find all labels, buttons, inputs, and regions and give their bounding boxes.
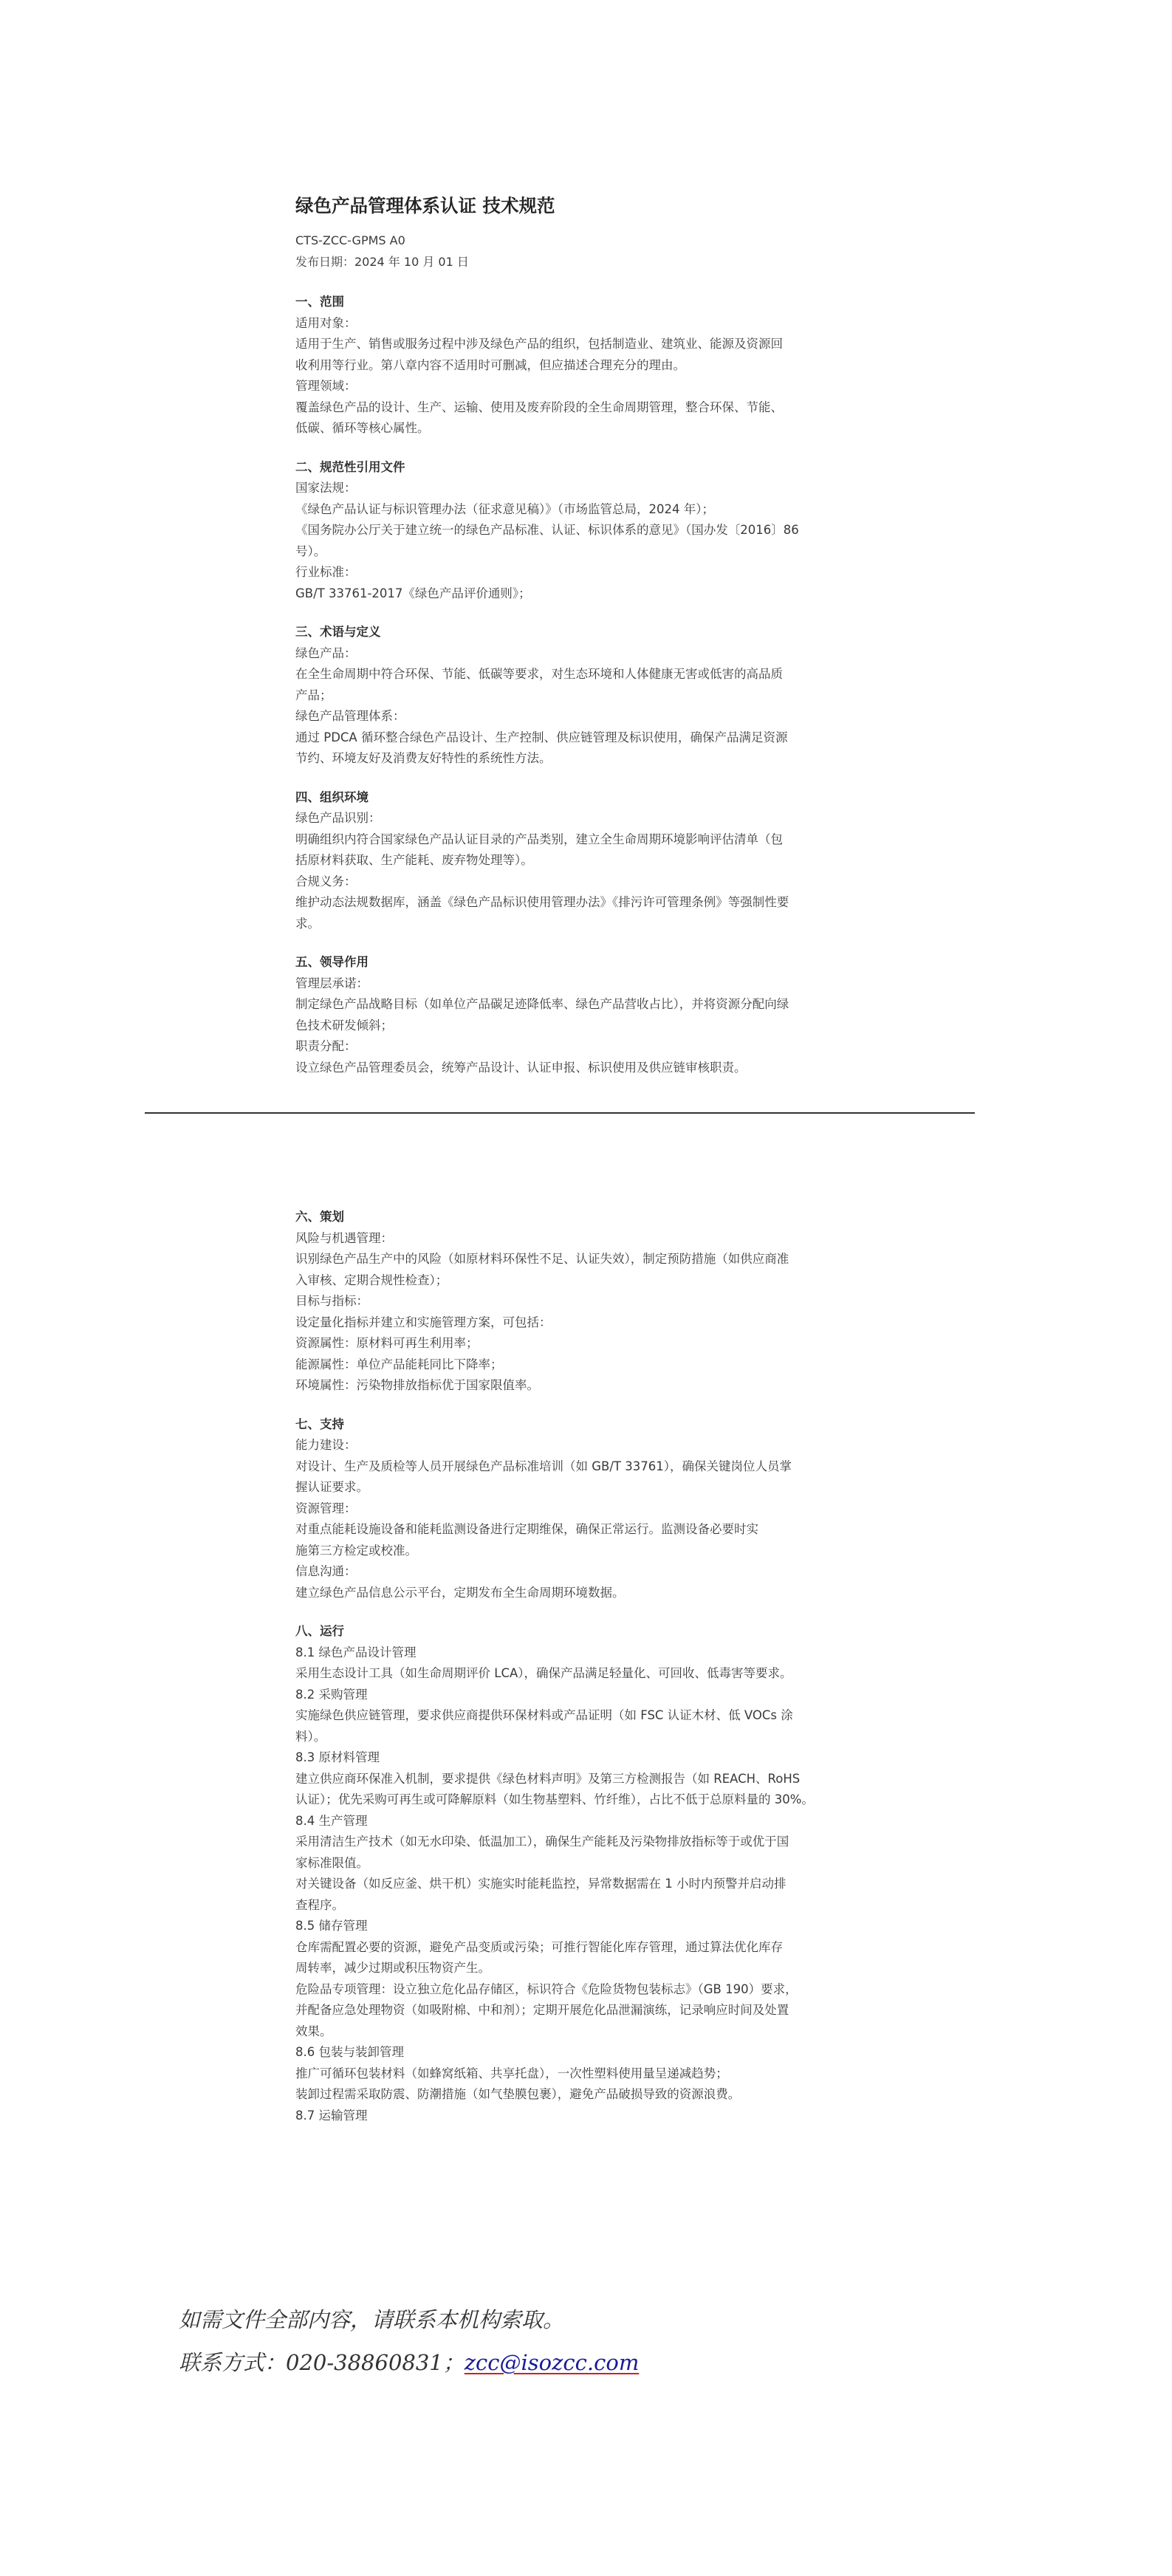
page-2-body (295, 1207, 886, 2126)
page-1-body (295, 292, 886, 1078)
text-line: 8.7 运输管理 (295, 2108, 368, 2123)
document-title: 绿色产品管理体系认证 技术规范 (295, 195, 555, 216)
page-2-content (295, 1207, 886, 2126)
text-line: 8.1 绿色产品设计管理 (295, 1645, 417, 1659)
text-line: 求。 (295, 916, 320, 931)
text-line: 适用对象： (295, 315, 357, 330)
text-line: 危险品专项管理：设立独立危化品存储区，标识符合《危险货物包装标志》（GB 190）要求， (295, 1981, 798, 1996)
text-line: 在全生命周期中符合环保、节能、低碳等要求，对生态环境和人体健康无害或低害的高品质 (295, 667, 783, 681)
text-line: 国家法规： (295, 481, 357, 495)
text-line: 认证）；优先采购可再生或可降解原料（如生物基塑料、竹纤维），占比不低于总原料量的 30%。 (295, 1792, 814, 1806)
text-line: 通过 PDCA 循环整合绿色产品设计、生产控制、供应链管理及标识使用，确保产品满足资源 (295, 730, 788, 744)
text-line: 对设计、生产及质检等人员开展绿色产品标准培训（如 GB/T 33761），确保关键岗位人员掌 (295, 1459, 792, 1473)
text-line: 风险与机遇管理： (295, 1230, 393, 1245)
text-line: 括原材料获取、生产能耗、废弃物处理等）。 (295, 853, 533, 867)
text-line: 采用生态设计工具（如生命周期评价 LCA），确保产品满足轻量化、可回收、低毒害等要求。 (295, 1666, 792, 1680)
text-line: 能力建设： (295, 1438, 357, 1452)
contact-footer (179, 2298, 639, 2384)
page-divider (145, 1112, 975, 1114)
text-line: 对重点能耗设施设备和能耗监测设备进行定期维保，确保正常运行。监测设备必要时实 (295, 1522, 758, 1536)
section-gap (295, 1397, 886, 1414)
section-gap (295, 439, 886, 457)
section-heading: 一、范围 (295, 295, 344, 309)
text-line: 入审核、定期合规性检查）； (295, 1272, 448, 1287)
text-line: 明确组织内符合国家绿色产品认证目录的产品类别，建立全生命周期环境影响评估清单（包 (295, 832, 783, 846)
text-line: 产品； (295, 688, 332, 702)
section-heading: 二、规范性引用文件 (295, 459, 405, 474)
section-heading: 八、运行 (295, 1624, 344, 1638)
text-line: 适用于生产、销售或服务过程中涉及绿色产品的组织，包括制造业、建筑业、能源及资源回 (295, 337, 783, 351)
text-line: 行业标准： (295, 565, 357, 579)
text-line: 资源管理： (295, 1501, 357, 1515)
text-line: 实施绿色供应链管理，要求供应商提供环保材料或产品证明（如 FSC 认证木材、低 VOCs 涂 (295, 1708, 793, 1722)
text-line: 家标准限值。 (295, 1855, 369, 1870)
text-line: 低碳、循环等核心属性。 (295, 421, 430, 435)
text-line: 查程序。 (295, 1897, 344, 1912)
text-line: 信息沟通： (295, 1564, 357, 1578)
text-line: 绿色产品： (295, 645, 357, 660)
text-line: 合规义务： (295, 874, 357, 888)
text-line: 《绿色产品认证与标识管理办法（征求意见稿）》（市场监管总局，2024 年）； (295, 501, 714, 516)
text-line: 料）。 (295, 1729, 326, 1744)
section-heading: 四、组织环境 (295, 789, 369, 804)
text-line: 色技术研发倾斜； (295, 1018, 393, 1032)
text-line: 能源属性：单位产品能耗同比下降率； (295, 1357, 503, 1371)
text-line: 绿色产品管理体系： (295, 709, 405, 723)
text-line: 识别绿色产品生产中的风险（如原材料环保性不足、认证失效），制定预防措施（如供应商准 (295, 1252, 789, 1266)
text-line: 效果。 (295, 2024, 332, 2038)
text-line: 8.5 储存管理 (295, 1919, 368, 1933)
text-line: 采用清洁生产技术（如无水印染、低温加工），确保生产能耗及污染物排放指标等于或优于国 (295, 1835, 789, 1849)
text-line: 对关键设备（如反应釜、烘干机）实施实时能耗监控，异常数据需在 1 小时内预警并启动排 (295, 1877, 787, 1891)
text-line: 8.3 原材料管理 (295, 1750, 380, 1764)
text-line: 握认证要求。 (295, 1480, 369, 1494)
section-gap (295, 770, 886, 787)
contact-phone: 联系方式：020-38860831； (179, 2350, 465, 2375)
document-code: CTS-ZCC-GPMS A0 (295, 233, 405, 247)
text-line: 目标与指标： (295, 1294, 369, 1308)
section-heading: 三、术语与定义 (295, 625, 381, 639)
page-1-content (295, 193, 886, 1078)
text-line: 绿色产品识别： (295, 811, 381, 825)
text-line: 节约、环境友好及消费友好特性的系统性方法。 (295, 751, 552, 765)
section-heading: 七、支持 (295, 1417, 344, 1431)
footer-contact-line (179, 2341, 639, 2384)
text-line: 设立绿色产品管理委员会，统筹产品设计、认证申报、标识使用及供应链审核职责。 (295, 1060, 747, 1075)
text-line: 建立供应商环保准入机制，要求提供《绿色材料声明》及第三方检测报告（如 REACH、RoHS (295, 1771, 801, 1786)
release-date: 发布日期：2024 年 10 月 01 日 (295, 254, 469, 269)
text-line: 设定量化指标并建立和实施管理方案，可包括： (295, 1315, 552, 1329)
footer-request-note: 如需文件全部内容，请联系本机构索取。 (179, 2307, 565, 2332)
text-line: 制定绿色产品战略目标（如单位产品碳足迹降低率、绿色产品营收占比），并将资源分配向绿 (295, 997, 789, 1011)
text-line: 8.6 包装与装卸管理 (295, 2045, 404, 2059)
text-line: 仓库需配置必要的资源，避免产品变质或污染；可推行智能化库存管理，通过算法优化库存 (295, 1939, 783, 1954)
text-line: 《国务院办公厅关于建立统一的绿色产品标准、认证、标识体系的意见》（国办发〔2016〕86 (295, 523, 799, 537)
text-line: 装卸过程需采取防震、防潮措施（如气垫膜包裹），避免产品破损导致的资源浪费。 (295, 2087, 741, 2101)
text-line: 建立绿色产品信息公示平台，定期发布全生命周期环境数据。 (295, 1585, 625, 1600)
text-line: 管理层承诺： (295, 976, 369, 990)
text-line: 8.2 采购管理 (295, 1687, 368, 1702)
text-line: 并配备应急处理物资（如吸附棉、中和剂）；定期开展危化品泄漏演练，记录响应时间及处置 (295, 2003, 789, 2017)
text-line: 职责分配： (295, 1039, 357, 1053)
text-line: 覆盖绿色产品的设计、生产、运输、使用及废弃阶段的全生命周期管理，整合环保、节能、 (295, 400, 783, 414)
text-line: 周转率，减少过期或积压物资产生。 (295, 1961, 490, 1975)
section-gap (295, 604, 886, 622)
section-heading: 五、领导作用 (295, 955, 369, 969)
text-line: 8.4 生产管理 (295, 1813, 368, 1828)
text-line: 收利用等行业。第八章内容不适用时可删减，但应描述合理充分的理由。 (295, 357, 685, 372)
text-line: 维护动态法规数据库，涵盖《绿色产品标识使用管理办法》《排污许可管理条例》等强制性要 (295, 895, 789, 909)
text-line: 施第三方检定或校准。 (295, 1543, 417, 1558)
text-line: GB/T 33761-2017《绿色产品评价通则》； (295, 586, 531, 600)
contact-email-link[interactable]: zcc@isozcc.com (464, 2350, 640, 2375)
section-heading: 六、策划 (295, 1210, 344, 1224)
text-line: 环境属性：污染物排放指标优于国家限值率。 (295, 1378, 539, 1392)
section-gap (295, 934, 886, 952)
section-gap (295, 1603, 886, 1621)
text-line: 管理领域： (295, 379, 357, 393)
text-line: 号）。 (295, 544, 326, 558)
text-line: 推广可循环包装材料（如蜂窝纸箱、共享托盘），一次性塑料使用量呈递减趋势； (295, 2066, 728, 2080)
text-line: 资源属性：原材料可再生利用率； (295, 1336, 479, 1350)
